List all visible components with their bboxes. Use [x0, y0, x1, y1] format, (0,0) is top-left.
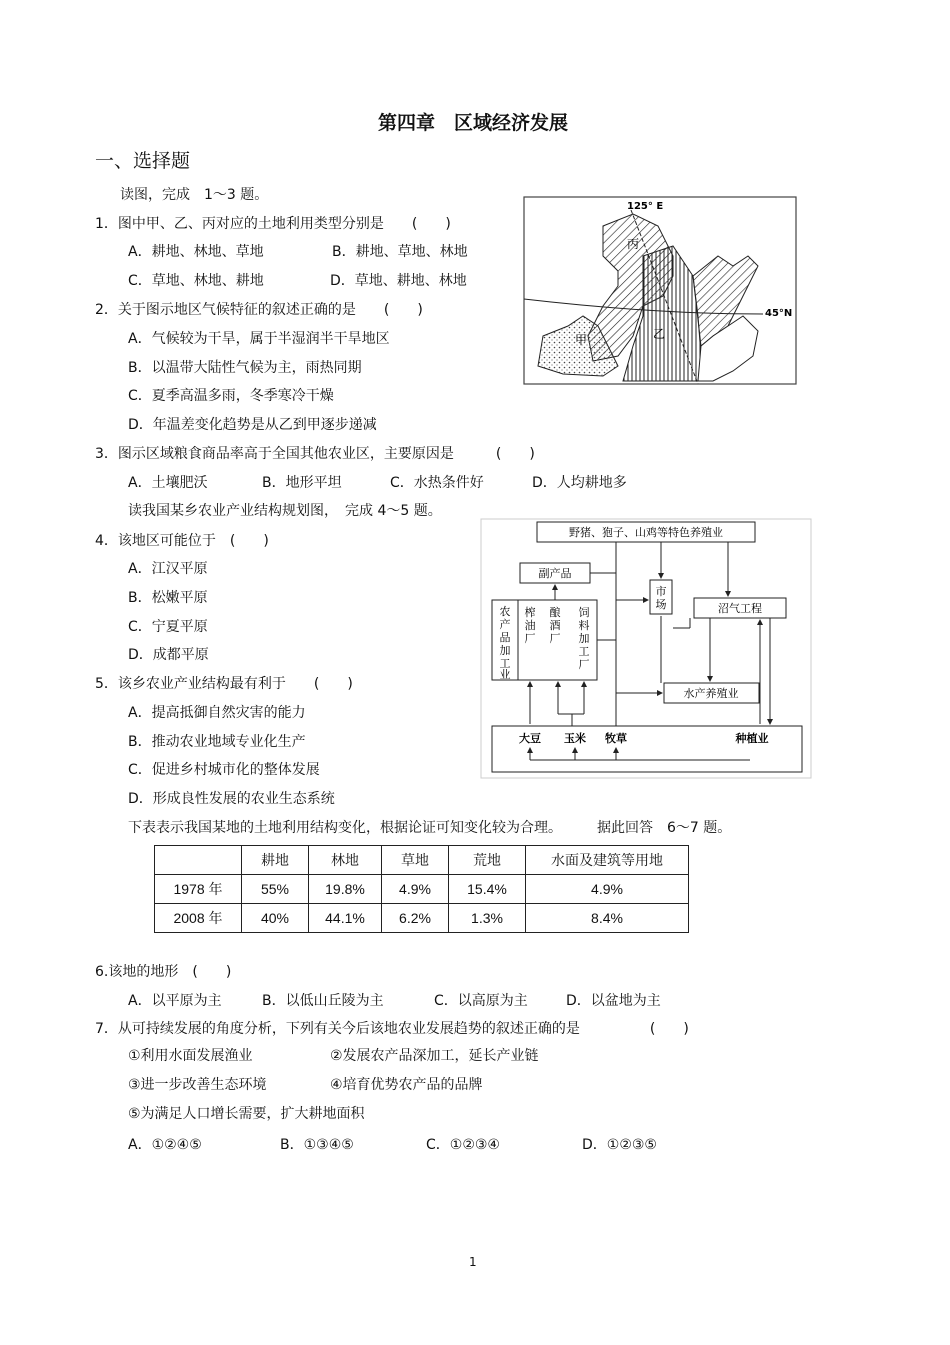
option: B．以温带大陆性气候为主，雨热同期 — [128, 360, 362, 376]
table-cell: 19.8% — [309, 875, 382, 904]
table-header-cell — [155, 846, 242, 875]
option: D．形成良性发展的农业生态系统 — [128, 791, 335, 807]
table-cell: 55% — [242, 875, 309, 904]
label-oil-mill: 榨油厂 — [524, 606, 536, 645]
option: D．成都平原 — [128, 647, 209, 663]
option: A．气候较为干旱，属于半湿润半干旱地区 — [128, 331, 390, 347]
intro-text: 下表表示我国某地的土地利用结构变化，根据论证可知变化较为合理。 据此回答 6～7 题。 — [128, 820, 732, 836]
statement-option: ②发展农产品深加工，延长产业链 — [330, 1048, 539, 1064]
table-header-cell: 草地 — [382, 846, 449, 875]
question-stem: 4．该地区可能位于 ( ) — [95, 533, 269, 549]
label-soybean: 大豆 — [519, 732, 541, 745]
label-market: 市场 — [655, 585, 667, 611]
option: A．提高抵御自然灾害的能力 — [128, 705, 306, 721]
statement-option: ⑤为满足人口增长需要，扩大耕地面积 — [128, 1106, 365, 1122]
option: C．水热条件好 — [390, 475, 484, 491]
question-stem: 3．图示区域粮食商品率高于全国其他农业区，主要原因是 ( ) — [95, 446, 535, 462]
page-number: 1 — [469, 1255, 477, 1269]
option: C．以高原为主 — [434, 993, 528, 1009]
statement-option: ①利用水面发展渔业 — [128, 1048, 253, 1064]
land-use-map — [523, 196, 798, 386]
table-header-cell: 林地 — [309, 846, 382, 875]
table-row — [155, 875, 689, 904]
table-cell: 4.9% — [526, 875, 689, 904]
table-row — [155, 904, 689, 933]
statement-option: ③进一步改善生态环境 — [128, 1077, 267, 1093]
table-header-cell: 水面及建筑等用地 — [526, 846, 689, 875]
option: D．人均耕地多 — [532, 475, 627, 491]
question-stem: 1．图中甲、乙、丙对应的土地利用类型分别是 ( ) — [95, 216, 451, 232]
section-heading: 一、选择题 — [95, 150, 191, 172]
option: B．地形平坦 — [262, 475, 342, 491]
question-stem: 7．从可持续发展的角度分析，下列有关今后该地农业发展趋势的叙述正确的是 ( ) — [95, 1021, 689, 1037]
land-use-table — [154, 845, 689, 933]
label-aquaculture: 水产养殖业 — [683, 687, 739, 700]
option: B．耕地、草地、林地 — [332, 244, 468, 260]
option: C．宁夏平原 — [128, 619, 208, 635]
table-cell: 8.4% — [526, 904, 689, 933]
label-processing: 农产品加工业 — [499, 605, 511, 681]
option: A．江汉平原 — [128, 561, 208, 577]
page-title: 第四章 区域经济发展 — [378, 112, 569, 134]
label-forage: 牧草 — [605, 732, 627, 745]
option: C．草地、林地、耕地 — [128, 273, 264, 289]
question-stem: 5．该乡农业产业结构最有利于 ( ) — [95, 676, 353, 692]
agri-structure-diagram — [480, 518, 812, 780]
option: A．土壤肥沃 — [128, 475, 208, 491]
question-stem: 6.该地的地形 ( ) — [95, 964, 232, 980]
intro-text: 读我国某乡农业产业结构规划图， 完成 4～5 题。 — [128, 503, 442, 519]
map-label-bing: 丙 — [627, 237, 640, 251]
table-cell: 15.4% — [449, 875, 526, 904]
map-label-lon: 125° E — [627, 201, 664, 212]
label-byproduct: 副产品 — [538, 567, 572, 580]
label-feed-mill: 饲料加工厂 — [578, 606, 590, 671]
table-cell: 2008 年 — [155, 904, 242, 933]
option: A．①②④⑤ — [128, 1137, 202, 1153]
map-label-jia: 甲 — [575, 333, 588, 347]
option: B．①③④⑤ — [280, 1137, 354, 1153]
table-cell: 40% — [242, 904, 309, 933]
label-biogas: 沼气工程 — [718, 602, 762, 615]
option: C．夏季高温多雨，冬季寒冷干燥 — [128, 388, 334, 404]
map-label-yi: 乙 — [653, 327, 666, 341]
table-cell: 4.9% — [382, 875, 449, 904]
label-planting: 种植业 — [735, 732, 769, 745]
option: D．草地、耕地、林地 — [330, 273, 467, 289]
option: D．以盆地为主 — [566, 993, 661, 1009]
option: A．耕地、林地、草地 — [128, 244, 264, 260]
question-stem: 2．关于图示地区气候特征的叙述正确的是 ( ) — [95, 302, 423, 318]
table-header-cell: 耕地 — [242, 846, 309, 875]
map-label-lat: 45°N — [765, 308, 793, 319]
label-brewery: 酿酒厂 — [549, 606, 561, 645]
table-header-cell: 荒地 — [449, 846, 526, 875]
option: D．①②③⑤ — [582, 1137, 657, 1153]
table-cell: 6.2% — [382, 904, 449, 933]
table-cell: 1978 年 — [155, 875, 242, 904]
table-cell: 44.1% — [309, 904, 382, 933]
option: A．以平原为主 — [128, 993, 222, 1009]
option: B．松嫩平原 — [128, 590, 208, 606]
intro-text: 读图，完成 1～3 题。 — [120, 187, 269, 203]
table-cell: 1.3% — [449, 904, 526, 933]
option: B．推动农业地域专业化生产 — [128, 734, 306, 750]
label-corn: 玉米 — [564, 732, 586, 745]
table-header-row — [155, 846, 689, 875]
option: B．以低山丘陵为主 — [262, 993, 384, 1009]
option: C．①②③④ — [426, 1137, 500, 1153]
label-special-breeding: 野猪、狍子、山鸡等特色养殖业 — [569, 526, 723, 539]
option: C．促进乡村城市化的整体发展 — [128, 762, 320, 778]
statement-option: ④培育优势农产品的品牌 — [330, 1077, 483, 1093]
option: D．年温差变化趋势是从乙到甲逐步递减 — [128, 417, 377, 433]
